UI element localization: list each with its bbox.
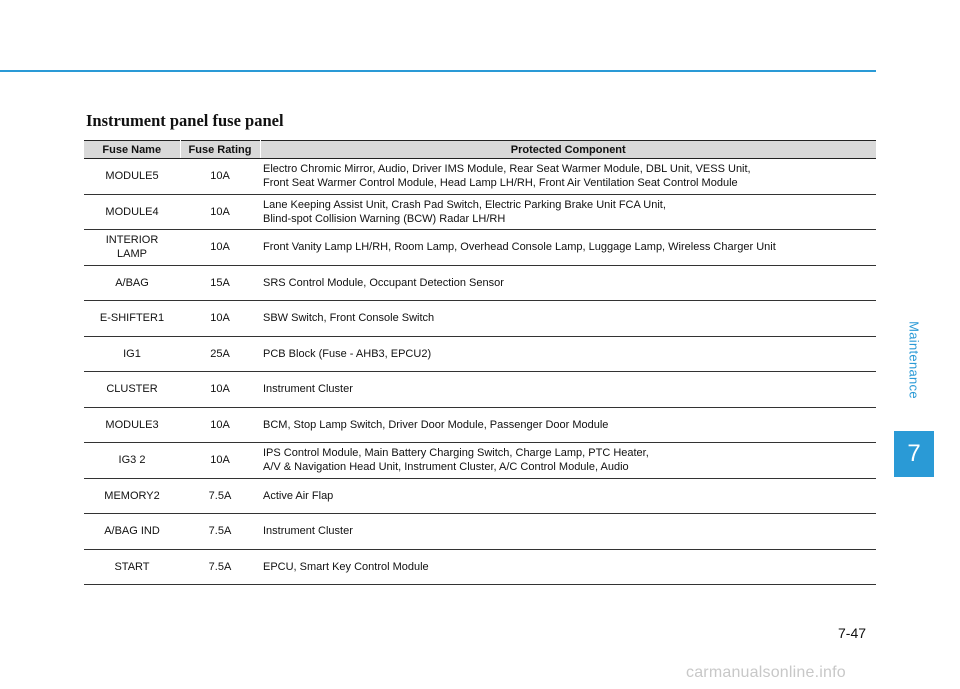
- fuse-name-cell: A/BAG IND: [84, 514, 180, 550]
- protected-component-cell: Instrument Cluster: [260, 372, 876, 408]
- chapter-number-box: 7: [894, 431, 934, 477]
- table-row: [84, 478, 876, 514]
- table-row: [84, 407, 876, 443]
- table-row: [84, 301, 876, 337]
- section-title: Instrument panel fuse panel: [86, 111, 284, 130]
- watermark: carmanualsonline.info: [686, 664, 846, 681]
- fuse-name-cell: CLUSTER: [84, 372, 180, 408]
- fuse-name-cell: IG1: [84, 336, 180, 372]
- table-row: [84, 159, 876, 195]
- protected-component-cell: SRS Control Module, Occupant Detection Sensor: [260, 265, 876, 301]
- table-row: [84, 443, 876, 479]
- fuse-rating-cell: 10A: [180, 301, 260, 337]
- fuse-name-cell: MEMORY2: [84, 478, 180, 514]
- table-row: [84, 230, 876, 266]
- fuse-rating-cell: 15A: [180, 265, 260, 301]
- fuse-name-cell: IG3 2: [84, 443, 180, 479]
- fuse-name-cell: MODULE5: [84, 159, 180, 195]
- header-fuse-rating: Fuse Rating: [180, 141, 260, 159]
- fuse-name-cell: START: [84, 549, 180, 585]
- fuse-rating-cell: 7.5A: [180, 549, 260, 585]
- header-fuse-name: Fuse Name: [84, 141, 180, 159]
- fuse-rating-cell: 10A: [180, 194, 260, 230]
- protected-component-cell: Active Air Flap: [260, 478, 876, 514]
- fuse-rating-cell: 7.5A: [180, 478, 260, 514]
- fuse-name-cell: E-SHIFTER1: [84, 301, 180, 337]
- table-row: [84, 194, 876, 230]
- protected-component-cell: Electro Chromic Mirror, Audio, Driver IMS Module, Rear Seat Warmer Module, DBL Unit, VESS Unit, Front Seat Warmer Control Module, Head Lamp LH/RH, Front Air Ventilation Seat Control Module: [260, 159, 876, 195]
- protected-component-cell: IPS Control Module, Main Battery Charging Switch, Charge Lamp, PTC Heater, A/V & Navigation Head Unit, Instrument Cluster, A/C Control Module, Audio: [260, 443, 876, 479]
- fuse-table: [84, 140, 876, 585]
- protected-component-cell: SBW Switch, Front Console Switch: [260, 301, 876, 337]
- fuse-name-cell: A/BAG: [84, 265, 180, 301]
- fuse-rating-cell: 10A: [180, 159, 260, 195]
- protected-component-cell: Lane Keeping Assist Unit, Crash Pad Switch, Electric Parking Brake Unit FCA Unit, Blind-spot Collision Warning (BCW) Radar LH/RH: [260, 194, 876, 230]
- protected-component-cell: BCM, Stop Lamp Switch, Driver Door Module, Passenger Door Module: [260, 407, 876, 443]
- table-row: [84, 514, 876, 550]
- chapter-label: Maintenance: [906, 321, 922, 399]
- header-protected-component: Protected Component: [260, 141, 876, 159]
- protected-component-cell: EPCU, Smart Key Control Module: [260, 549, 876, 585]
- table-row: [84, 336, 876, 372]
- protected-component-cell: PCB Block (Fuse - AHB3, EPCU2): [260, 336, 876, 372]
- fuse-rating-cell: 10A: [180, 230, 260, 266]
- fuse-name-cell: MODULE3: [84, 407, 180, 443]
- fuse-rating-cell: 10A: [180, 443, 260, 479]
- fuse-rating-cell: 10A: [180, 372, 260, 408]
- fuse-rating-cell: 7.5A: [180, 514, 260, 550]
- fuse-name-cell: MODULE4: [84, 194, 180, 230]
- chapter-side-tab: [894, 290, 934, 430]
- table-header-row: [84, 141, 876, 159]
- top-rule: [0, 70, 876, 72]
- fuse-rating-cell: 25A: [180, 336, 260, 372]
- table-row: [84, 372, 876, 408]
- table-row: [84, 265, 876, 301]
- page-number: 7-47: [838, 625, 867, 641]
- fuse-rating-cell: 10A: [180, 407, 260, 443]
- protected-component-cell: Front Vanity Lamp LH/RH, Room Lamp, Overhead Console Lamp, Luggage Lamp, Wireless Charger Unit: [260, 230, 876, 266]
- protected-component-cell: Instrument Cluster: [260, 514, 876, 550]
- table-row: [84, 549, 876, 585]
- fuse-name-cell: INTERIOR LAMP: [84, 230, 180, 266]
